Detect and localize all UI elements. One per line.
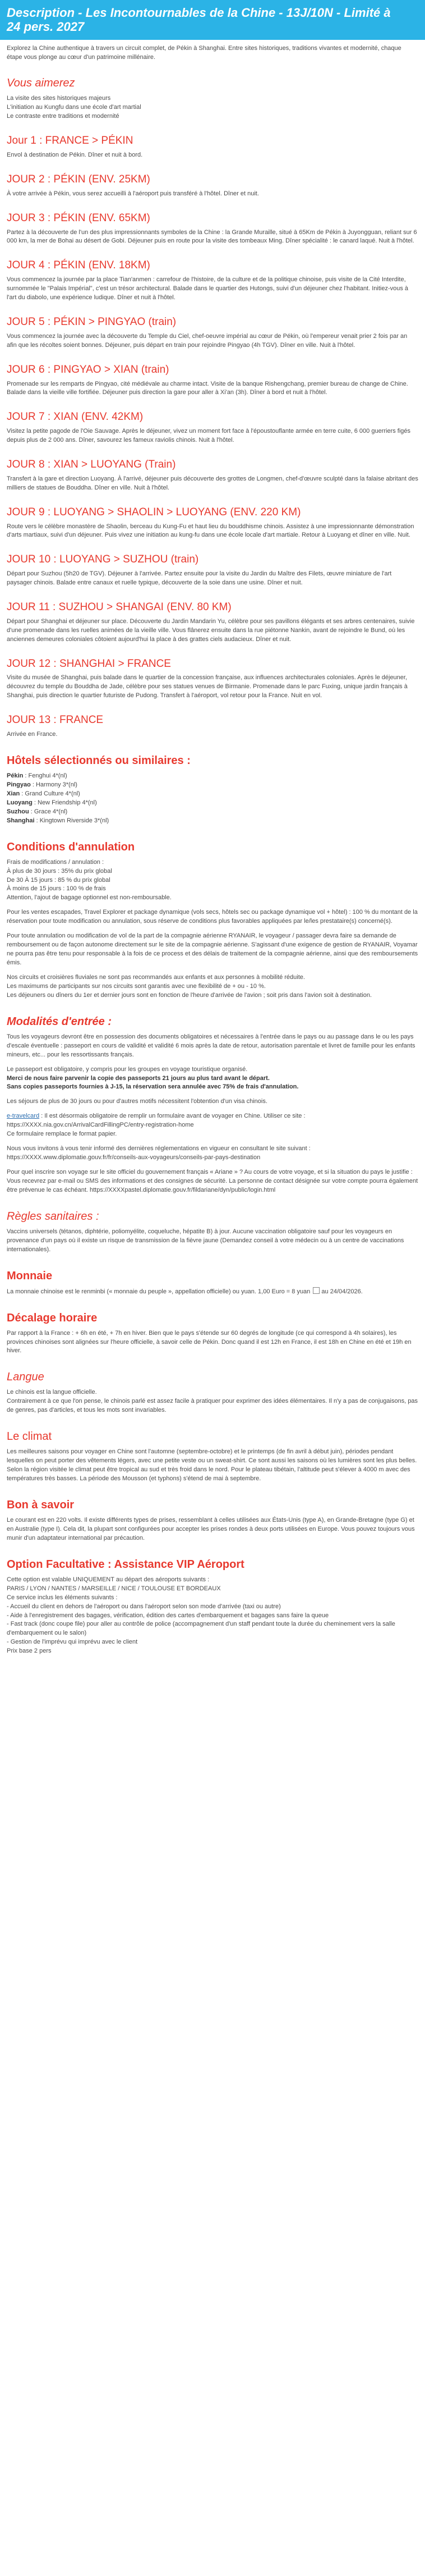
day-block: [7, 601, 418, 644]
hotel-name: : Fenghui 4*(nl): [25, 772, 67, 780]
day-description: Départ pour Suzhou (5h20 de TGV). Déjeuner à l'arrivée. Partez ensuite pour la visite du Jardin du Maître des Filets, œuvre miniature de l'art paysager chinois. Balade entre canaux et ruelle typique, découverte de la soie dans une usine. Dîner et nuit.: [7, 570, 392, 587]
modalites-visa: Les séjours de plus de 30 jours ou pour d'autres motifs nécessitent l'obtention d'un visa chinois.: [7, 1098, 267, 1105]
day-title: JOUR 10 : LUOYANG > SUZHOU (train): [7, 553, 199, 566]
option-vip-line: - Fast track (donc coupe file) pour aller au contrôle de police (accompagnement d'un staff pendant toute la durée du cheminement vers la salle d'embarquement ou le salon): [7, 1621, 395, 1637]
conditions-note: Nos circuits et croisières fluviales ne sont pas recommandés aux enfants et aux personnes à mobilité réduite.: [7, 973, 305, 981]
hotel-item: [7, 808, 418, 817]
vous-aimerez-heading: Vous aimerez: [7, 77, 75, 90]
hotel-city: Shanghai: [7, 817, 35, 824]
title-banner: [0, 0, 425, 40]
langue-heading: Langue: [7, 1371, 44, 1384]
hotel-city: Suzhou: [7, 808, 29, 815]
day-description: Vous commencez la journée avec la découverte du Temple du Ciel, chef-oeuvre impérial au cœur de Pékin, où l'empereur venait prier 2 fois par an afin que les récoltes soient bonnes. Déjeuner, puis départ en train pour rejoindre Pingyao (4h TGV). Dîner en ville. Nuit à l'hôtel.: [7, 332, 408, 349]
day-description: Visitez la petite pagode de l'Oie Sauvage. Après le déjeuner, vivez un moment fort face à l'époustouflante armée en terre cuite, 6 000 guerriers figés depuis plus de 2 000 ans. Dîner, savourez les fameux raviolis chinois. Nuit à l'hôtel.: [7, 428, 411, 444]
day-title: JOUR 4 : PÉKIN (ENV. 18KM): [7, 259, 150, 272]
hotel-item: [7, 817, 418, 826]
etravelcard-text: : Il est désormais obligatoire de remplir un formulaire avant de voyager en Chine. Utiliser ce site : https://XXXX.nia.gov.cn/ArrivalCardFillingPC/entry-registration-home: [7, 1113, 306, 1129]
day-title: JOUR 8 : XIAN > LUOYANG (Train): [7, 459, 176, 471]
banner-title-line-1: Description - Les Incontournables de la Chine - 13J/10N - Limité à: [7, 6, 391, 20]
day-title: JOUR 7 : XIAN (ENV. 42KM): [7, 411, 144, 423]
modalites-documents: Tous les voyageurs devront être en possession des documents obligatoires et nécessaires à l'entrée dans le pays ou au passage dans le ou les pays d'escale éventuelle : passeport en cours de validité et validité 6 mois après la date de retour, autorisation parentale et livret de famille pour les enfants mineurs, etc... pour les ressortissants français.: [7, 1033, 415, 1058]
conditions-heading: Conditions d'annulation: [7, 840, 135, 853]
hotel-item: [7, 781, 418, 790]
day-block: [7, 506, 418, 541]
option-vip-line: Ce service inclus les éléments suivants :: [7, 1594, 118, 1601]
modalites-passport: [7, 1065, 418, 1092]
day-description: Route vers le célèbre monastère de Shaolin, berceau du Kung-Fu et haut lieu du bouddhisme chinois. Assistez à une impressionnante démonstration d'arts martiaux, suivi d'un déjeuner. Puis vivez une initiation au kung-fu dans une école locale d'art martiale. Retour à Luoyang et dîner en ville. Nuit.: [7, 523, 414, 539]
decalage-text: Par rapport à la France : + 6h en été, + 7h en hiver. Bien que le pays s'étende sur 60 degrés de longitude (ce qui correspond à 4h solaires), les provinces chinoises sont alignées sur l'heure officielle, à savoir celle de Pékin. Donc quand il est 12h en France, il est 18h en Chine en été et 19h en hiver.: [7, 1329, 412, 1355]
vous-aimerez-item: Le contraste entre traditions et modernité: [7, 113, 119, 120]
day-description: Départ pour Shanghai et déjeuner sur place. Découverte du Jardin Mandarin Yu, célèbre pour ses pavillons élégants et ses arbres centenaires, suivie d'une promenade dans les ruelles animées de la vieille ville. Vous flânerez ensuite dans la rue piétonne Nankin, avant de rejoindre le Bund, où les anciennes demeures coloniales côtoient aujourd'hui la place à des grattes ciels audacieux. Dîner et nuit.: [7, 617, 415, 643]
banner-title-line-2: 24 pers. 2027: [7, 20, 85, 34]
description-content: [0, 44, 425, 1673]
modalites-warning: Merci de nous faire parvenir la copie des passeports 21 jours au plus tard avant le départ.: [7, 1074, 270, 1082]
hotel-item: [7, 772, 418, 781]
day-description: Partez à la découverte de l'un des plus impressionnants symboles de la Chine : la Grande Muraille, situé à 65Km de Pékin à Juyongguan, reliant sur 6 000 km, la mer de Bohai au désert de Gobi. Déjeuner puis en route pour la visite des tombeaux Ming. Dîner spécialité : le canard laqué. Nuit à l'hôtel.: [7, 228, 417, 245]
option-vip-line: Prix base 2 pers: [7, 1648, 52, 1655]
day-block: [7, 714, 418, 739]
day-block: [7, 411, 418, 445]
decalage-heading: Décalage horaire: [7, 1311, 98, 1324]
hotel-name: : Grand Culture 4*(nl): [21, 790, 80, 797]
conditions-line: Frais de modifications / annulation :: [7, 858, 104, 866]
conditions-fees: [7, 858, 418, 903]
hotel-name: : Grace 4*(nl): [30, 808, 68, 815]
conditions-note: Les maximums de participants sur nos circuits sont garantis avec une flexibilité de + ou - 10 %.: [7, 982, 266, 990]
day-block: [7, 173, 418, 199]
hotel-name: : Harmony 3*(nl): [32, 781, 77, 788]
intro-paragraph: Explorez la Chine authentique à travers un circuit complet, de Pékin à Shanghai. Entre sites historiques, traditions vivantes et modernité, chaque étape vous plonge au cœur d'un patrimoine millénaire.: [7, 44, 401, 61]
hotels-heading: Hôtels sélectionnés ou similaires :: [7, 754, 191, 767]
conditions-ryanair-paragraph: Pour toute annulation ou modification de vol de la part de la compagnie aérienne RYANAIR, le voyageur / passager devra faire sa demande de remboursement ou de façon autonome directement sur le site de la compagnie aérienne. S'agissant d'une exigence de gestion de RYANAIR, Voyamar ne pourra pas être tenu pour responsable à la fois de ce process et des délais de traitement de la compagnie aérienne, ainsi que des remboursements émis.: [7, 932, 418, 967]
vous-aimerez-item: La visite des sites historiques majeurs: [7, 95, 111, 102]
hotel-city: Pingyao: [7, 781, 31, 788]
modalites-regulations: Nous vous invitons à vous tenir informé des dernières réglementations en vigueur en consultant le site suivant : https://XXXX.www.diplomatie.gouv.fr/fr/conseils-aux-voyageurs/conseils-par-pays-destination: [7, 1145, 311, 1161]
day-title: JOUR 2 : PÉKIN (ENV. 25KM): [7, 173, 150, 186]
option-vip-text: [7, 1576, 418, 1656]
hotel-city: Luoyang: [7, 799, 33, 806]
day-block: [7, 135, 418, 160]
hotel-item: [7, 799, 418, 808]
hotel-city: Xian: [7, 790, 20, 797]
vous-aimerez-list: [7, 94, 418, 121]
day-description: Transfert à la gare et direction Luoyang. À l'arrivé, déjeuner puis découverte des grottes de Longmen, chef-d'œuvre sculpté dans la falaise abritant des milliers de statues de Bouddha. Dîner en ville. Nuit à l'hôtel.: [7, 475, 418, 491]
day-block: [7, 658, 418, 701]
modalites-warning: Sans copies passeports fournies à J-15, la réservation sera annulée avec 75% de frais d'annulation.: [7, 1083, 299, 1091]
day-block: [7, 212, 418, 246]
itinerary: [7, 135, 418, 739]
climat-text: Les meilleures saisons pour voyager en Chine sont l'automne (septembre-octobre) et le printemps (de fin avril à début juin), périodes pendant lesquelles on peut porter des vêtements légers, avec une petite veste ou un sweat-shirt. Ce sont aussi les saisons où les lumières sont les plus belles. Selon la région visitée le climat peut être tropical au sud et très froid dans le nord. Pour le plateau tibétain, l'altitude peut s'élever à 4000 m avec des températures très basses. La période des Mousson (et typhons) s'étend de mai à septembre.: [7, 1448, 417, 1483]
day-description: Envol à destination de Pékin. Dîner et nuit à bord.: [7, 152, 143, 159]
day-title: JOUR 9 : LUOYANG > SHAOLIN > LUOYANG (ENV. 220 KM): [7, 506, 301, 518]
conditions-packages-paragraph: Pour les ventes escapades, Travel Explorer et package dynamique (vols secs, hôtels sec ou package dynamique vol + hôtel) : 100 % du montant de la réservation pour toute modification ou annulation, sous réserve de conditions plus favorables appliquées par le/les prestataire(s) concerné(s).: [7, 909, 418, 925]
conditions-line: À plus de 30 jours : 35% du prix global: [7, 867, 112, 875]
modalites-heading: Modalités d'entrée :: [7, 1015, 112, 1028]
option-vip-line: - Gestion de l'imprévu qui imprévu avec le client: [7, 1639, 138, 1646]
day-description: À votre arrivée à Pékin, vous serez accueilli à l'aéroport puis transféré à l'hôtel. Dîner et nuit.: [7, 190, 259, 197]
modalites-ariane: Pour quel inscrire son voyage sur le site officiel du gouvernement français « Ariane » ? Au cours de votre voyage, et si la situation du pays le justifie : Vous recevrez par e-mail ou SMS des informations et des consignes de sécurité. La personne de contact désignée sur votre compte pourra également être prévenue le cas échéant. https://XXXXpastel.diplomatie.gouv.fr/fildariane/dyn/public/login.html: [7, 1169, 418, 1193]
option-vip-line: Cette option est valable UNIQUEMENT au départ des aéroports suivants :: [7, 1576, 210, 1583]
day-block: [7, 459, 418, 493]
day-description: Promenade sur les remparts de Pingyao, cité médiévale au charme intact. Visite de la banque Rishengchang, premier bureau de change de Chine. Balade dans la vieille ville fortifiée. Déjeuner puis direction la gare pour aller à Xi'an (3h). Dîner à bord et nuit à l'hôtel.: [7, 380, 408, 396]
conditions-line: De 30 À 15 jours : 85 % du prix global: [7, 876, 110, 884]
conditions-line: Attention, l'ajout de bagage optionnel est non-remboursable.: [7, 894, 172, 902]
day-title: JOUR 5 : PÉKIN > PINGYAO (train): [7, 316, 177, 328]
modalites-passport-line: Le passeport est obligatoire, y compris pour les groupes en voyage touristique organisé.: [7, 1065, 248, 1073]
monnaie-rate: La monnaie chinoise est le renminbi (« monnaie du peuple », appellation officielle) ou yuan. 1,00 Euro = 8 yuan: [7, 1288, 311, 1295]
day-block: [7, 316, 418, 350]
day-title: JOUR 13 : FRANCE: [7, 714, 104, 726]
langue-text: [7, 1388, 418, 1415]
modalites-etravelcard: [7, 1112, 418, 1139]
hotels-list: [7, 772, 418, 826]
etravelcard-link[interactable]: e-travelcard: [7, 1113, 40, 1120]
option-vip-line: - Aide à l'enregistrement des bagages, vérification, édition des cartes d'embarquement et bagages sans faire la queue: [7, 1612, 329, 1619]
info-icon: [313, 1287, 320, 1294]
day-title: Jour 1 : FRANCE > PÉKIN: [7, 135, 133, 147]
hotel-city: Pékin: [7, 772, 24, 780]
sanitaires-text: Vaccins universels (tétanos, diphtérie, poliomyélite, coqueluche, hépatite B) à jour. Aucune vaccination obligatoire sauf pour les voyageurs en provenance d'un pays où il existe un risque de transmission de la fièvre jaune (Demandez conseil à votre médecin ou à un centre de vaccinations internationales).: [7, 1228, 404, 1253]
day-title: JOUR 12 : SHANGHAI > FRANCE: [7, 657, 171, 670]
day-block: [7, 553, 418, 588]
langue-line: Contrairement à ce que l'on pense, le chinois parlé est assez facile à pratiquer pour exprimer des idées élémentaires. Il n'y a pas de conjugaisons, pas de genres, pas d'articles, et tous les mots sont invariables.: [7, 1398, 418, 1414]
option-vip-line: - Accueil du client en dehors de l'aéroport ou dans l'aéroport selon son mode d'arrivée (taxi ou autre): [7, 1603, 281, 1610]
hotel-item: [7, 790, 418, 799]
monnaie-heading: Monnaie: [7, 1269, 53, 1282]
vous-aimerez-item: L'initiation au Kungfu dans une école d'art martial: [7, 104, 141, 111]
day-block: [7, 364, 418, 398]
conditions-notes: [7, 973, 418, 1000]
day-title: JOUR 11 : SUZHOU > SHANGAI (ENV. 80 KM): [7, 601, 232, 614]
monnaie-date: au 24/04/2026.: [320, 1288, 363, 1295]
langue-line: Le chinois est la langue officielle.: [7, 1389, 97, 1396]
day-block: [7, 259, 418, 303]
bon-savoir-heading: Bon à savoir: [7, 1498, 75, 1511]
hotel-name: : Kingtown Riverside 3*(nl): [36, 817, 109, 824]
conditions-note: Les déjeuners ou dîners du 1er et dernier jours sont en fonction de l'heure d'arrivée de l'avion ; soit pris dans l'avion soit à destination.: [7, 991, 372, 999]
hotel-name: : New Friendship 4*(nl): [34, 799, 97, 806]
conditions-line: À moins de 15 jours : 100 % de frais: [7, 885, 106, 893]
day-description: Arrivée en France.: [7, 731, 58, 738]
option-vip-heading: Option Facultative : Assistance VIP Aéroport: [7, 1558, 244, 1571]
monnaie-text: [7, 1287, 418, 1297]
day-description: Visite du musée de Shanghai, puis balade dans le quartier de la concession française, aux influences architecturales coloniales. Après le déjeuner, découvrez du temple du Bouddha de Jade, célèbre pour ses statues venues de Birmanie. Promenade dans le parc Fuxing, unique jardin français à Shanghai, puis direction le quartier futuriste de Pudong. Transfert à l'aéroport, vol retour pour la France. Nuit en vol.: [7, 674, 408, 699]
option-vip-line: PARIS / LYON / NANTES / MARSEILLE / NICE / TOULOUSE ET BORDEAUX: [7, 1585, 221, 1592]
day-description: Vous commencez la journée par la place Tian'anmen : carrefour de l'histoire, de la culture et de la politique chinoise, puis visite de la Cité Interdite, surnommée le "Palais Impérial", c'est un trésor architectural. Balade dans le quartier des Hutongs, suivi d'un déjeuner chez l'habitant. Initiez-vous à l'art du diabolo, une expérience ludique. Dîner et nuit à l'hôtel.: [7, 276, 409, 301]
sanitaires-heading: Règles sanitaires :: [7, 1210, 99, 1223]
day-title: JOUR 3 : PÉKIN (ENV. 65KM): [7, 212, 150, 224]
day-title: JOUR 6 : PINGYAO > XIAN (train): [7, 363, 169, 376]
bon-savoir-text: Le courant est en 220 volts. Il existe différents types de prises, ressemblant à celles utilisées aux États-Unis (type A), en Grande-Bretagne (type G) et en Australie (type I). Cela dit, la plupart sont configurées pour accepter les prises rondes à deux ports utilisées en Europe. Vous pouvez toujours vous munir d'un adaptateur international par précaution.: [7, 1516, 415, 1541]
etravelcard-note: Ce formulaire remplace le format papier.: [7, 1131, 117, 1138]
climat-heading: Le climat: [7, 1430, 52, 1443]
